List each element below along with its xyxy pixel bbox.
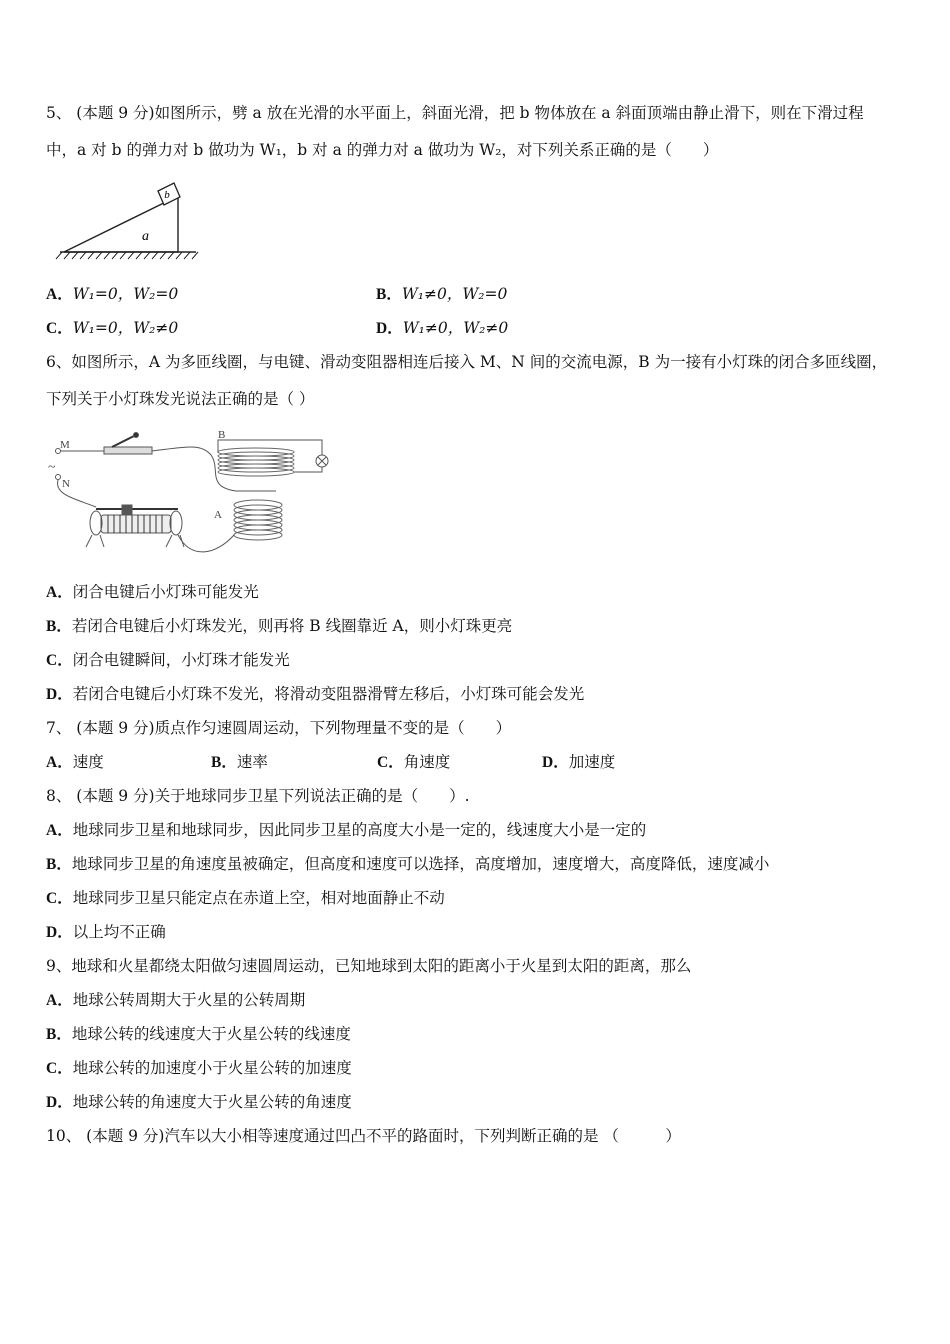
q8-option-b[interactable]: B．地球同步卫星的角速度虽被确定，但高度和速度可以选择，高度增加，速度增大，高度降低，速度减小 [46, 855, 770, 873]
q5-option-c[interactable]: C．W₁=0，W₂≠0 [46, 319, 179, 337]
q6-option-c[interactable]: C．闭合电键瞬间，小灯珠才能发光 [46, 651, 290, 669]
q7-option-d[interactable]: D．加速度 [542, 753, 616, 771]
q9-option-d[interactable]: D．地球公转的角速度大于火星公转的角速度 [46, 1093, 352, 1111]
label-a: a [142, 229, 149, 244]
q5-option-d[interactable]: D．W₁≠0，W₂≠0 [376, 319, 509, 337]
q8-option-d[interactable]: D．以上均不正确 [46, 923, 166, 941]
q7-option-b[interactable]: B．速率 [211, 753, 268, 771]
label-n: N [62, 478, 70, 490]
wedge-a [64, 196, 178, 252]
q6-option-a[interactable]: A．闭合电键后小灯珠可能发光 [46, 583, 259, 601]
q6-option-d[interactable]: D．若闭合电键后小灯珠不发光，将滑动变阻器滑臂左移后，小灯珠可能会发光 [46, 685, 585, 703]
label-m: M [60, 439, 70, 451]
q5-stem-line1: 5、 (本题 9 分)如图所示，劈 a 放在光滑的水平面上，斜面光滑，把 b 物体放在 a 斜面顶端由静止滑下，则在下滑过程 [46, 104, 864, 122]
label-b: b [164, 189, 170, 201]
q5-stem-line2: 中，a 对 b 的弹力对 b 做功为 W₁，b 对 a 的弹力对 a 做功为 W₂，对下列关系正确的是（ ） [46, 141, 719, 159]
q6-circuit-figure [46, 425, 346, 565]
label-b: B [218, 429, 226, 441]
q9-option-c[interactable]: C．地球公转的加速度小于火星公转的加速度 [46, 1059, 352, 1077]
q6-stem-line2: 下列关于小灯珠发光说法正确的是（ ） [46, 390, 315, 408]
label-a: A [214, 509, 222, 521]
q7-stem: 7、 (本题 9 分)质点作匀速圆周运动，下列物理量不变的是（ ） [46, 719, 512, 737]
q6-option-b[interactable]: B．若闭合电键后小灯珠发光，则再将 B 线圈靠近 A，则小灯珠更亮 [46, 617, 513, 635]
q5-option-b[interactable]: B．W₁≠0，W₂=0 [376, 285, 508, 303]
q7-option-c[interactable]: C．角速度 [377, 753, 451, 771]
q8-stem: 8、 (本题 9 分)关于地球同步卫星下列说法正确的是（ ）. [46, 787, 470, 805]
q9-stem: 9、地球和火星都绕太阳做匀速圆周运动，已知地球到太阳的距离小于火星到太阳的距离，那么 [46, 957, 692, 975]
q5-wedge-figure [46, 172, 206, 262]
q9-option-b[interactable]: B．地球公转的线速度大于火星公转的线速度 [46, 1025, 351, 1043]
q8-option-c[interactable]: C．地球同步卫星只能定点在赤道上空，相对地面静止不动 [46, 889, 445, 907]
q7-option-a[interactable]: A．速度 [46, 753, 104, 771]
q8-option-a[interactable]: A．地球同步卫星和地球同步，因此同步卫星的高度大小是一定的，线速度大小是一定的 [46, 821, 647, 839]
q9-option-a[interactable]: A．地球公转周期大于火星的公转周期 [46, 991, 306, 1009]
q6-stem-line1: 6、如图所示，A 为多匝线圈，与电键、滑动变阻器相连后接入 M、N 间的交流电源，B 为一接有小灯珠的闭合多匝线圈， [46, 353, 888, 371]
q10-stem: 10、 (本题 9 分)汽车以大小相等速度通过凹凸不平的路面时，下列判断正确的是 （ ） [46, 1127, 681, 1145]
label-tilde: ~ [48, 460, 56, 475]
q5-option-a[interactable]: A．W₁=0，W₂=0 [46, 285, 179, 303]
